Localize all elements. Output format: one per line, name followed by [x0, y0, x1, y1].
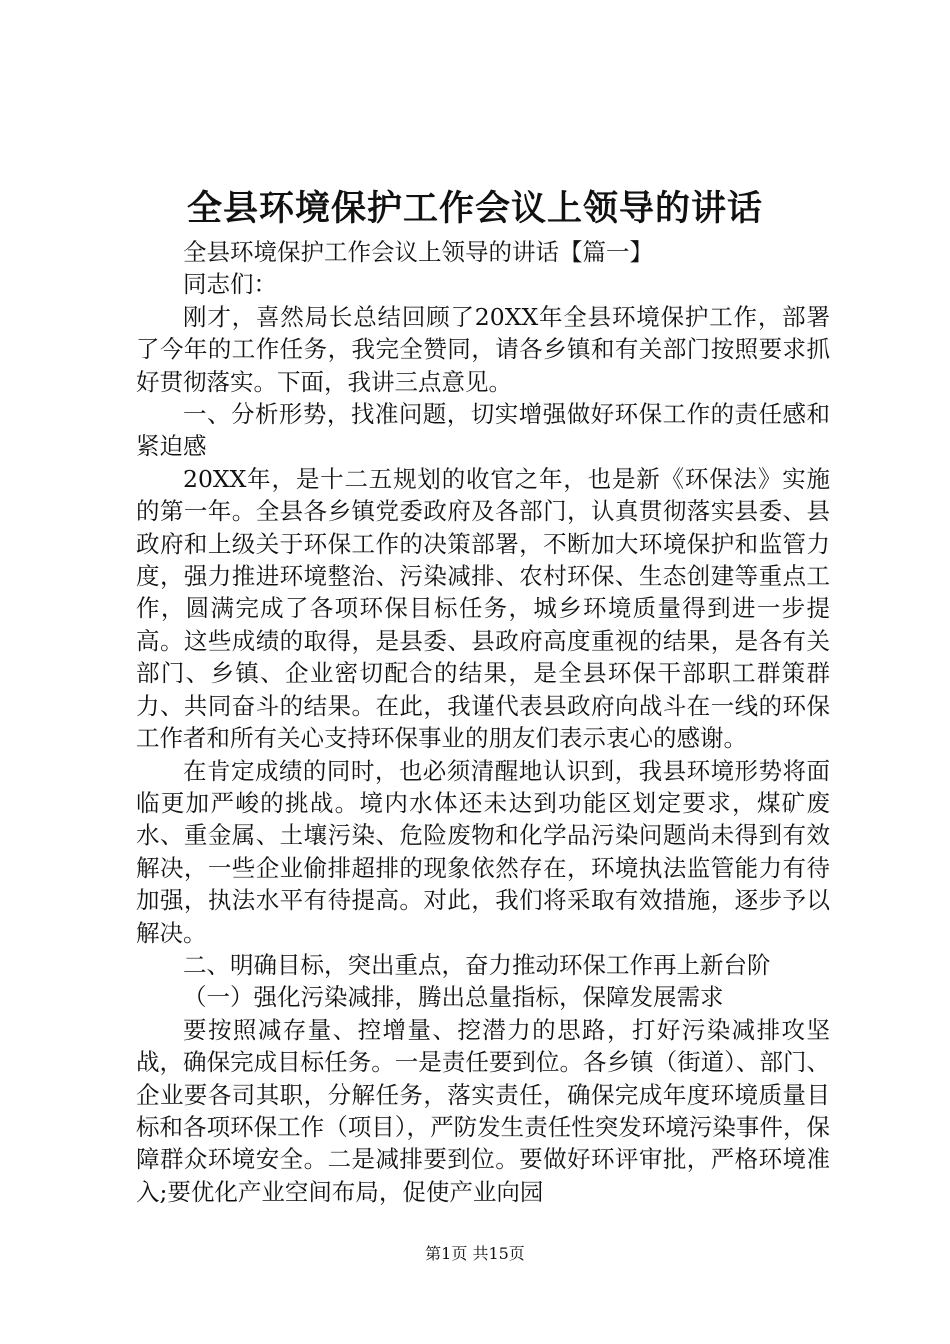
paragraph-achievements: 20XX年，是十二五规划的收官之年，也是新《环保法》实施的第一年。全县各乡镇党委政府及各部门，认真贯彻落实县委、县政府和上级关于环保工作的决策部署，不断加大环境保护和监管力度，强力推进环境整治、污染减排、农村环保、生态创建等重点工作，圆满完成了各项环保目标任务，城乡环境质量得到进一步提高。这些成绩的取得，是县委、县政府高度重视的结果，是各有关部门、乡镇、企业密切配合的结果，是全县环保干部职工群策群力、共同奋斗的结果。在此，我谨代表县政府向战斗在一线的环保工作者和所有关心支持环保事业的朋友们表示衷心的感谢。 [136, 464, 830, 753]
document-body [136, 236, 830, 1208]
page-number: 第1页 共15页 [425, 1244, 525, 1263]
paragraph-salutation: 同志们： [183, 270, 277, 299]
paragraph-challenges: 在肯定成绩的同时，也必须清醒地认识到，我县环境形势将面临更加严峻的挑战。境内水体还未达到功能区划定要求，煤矿废水、重金属、土壤污染、危险废物和化学品污染问题尚未得到有效解决，一些企业偷排超排的现象依然存在，环境执法监管能力有待加强，执法水平有待提高。对此，我们将采取有效措施，逐步予以解决。 [136, 756, 830, 947]
paragraph-emission-reduction: 要按照减存量、控增量、挖潜力的思路，打好污染减排攻坚战，确保完成目标任务。一是责任要到位。各乡镇（街道）、部门、企业要各司其职，分解任务，落实责任，确保完成年度环境质量目标和各项环保工作（项目），严防发生责任性突发环境污染事件，保障群众环境安全。二是减排要到位。要做好环评审批，严格环境准入;要优化产业空间布局，促使产业向园 [136, 1015, 830, 1206]
paragraph-subtitle: 全县环境保护工作会议上领导的讲话【篇一】 [183, 238, 653, 266]
document-title: 全县环境保护工作会议上领导的讲话 [186, 189, 763, 229]
section-heading-2: 二、明确目标，突出重点，奋力推动环保工作再上新台阶 [183, 950, 771, 979]
paragraph-intro: 刚才，喜然局长总结回顾了20XX年全县环境保护工作，部署了今年的工作任务，我完全赞同，请各乡镇和有关部门按照要求抓好贯彻落实。下面，我讲三点意见。 [136, 302, 830, 396]
subsection-heading-1: （一）强化污染减排，腾出总量指标，保障发展需求 [183, 983, 724, 1012]
section-heading-1: 一、分析形势，找准问题，切实增强做好环保工作的责任感和紧迫感 [136, 400, 830, 461]
